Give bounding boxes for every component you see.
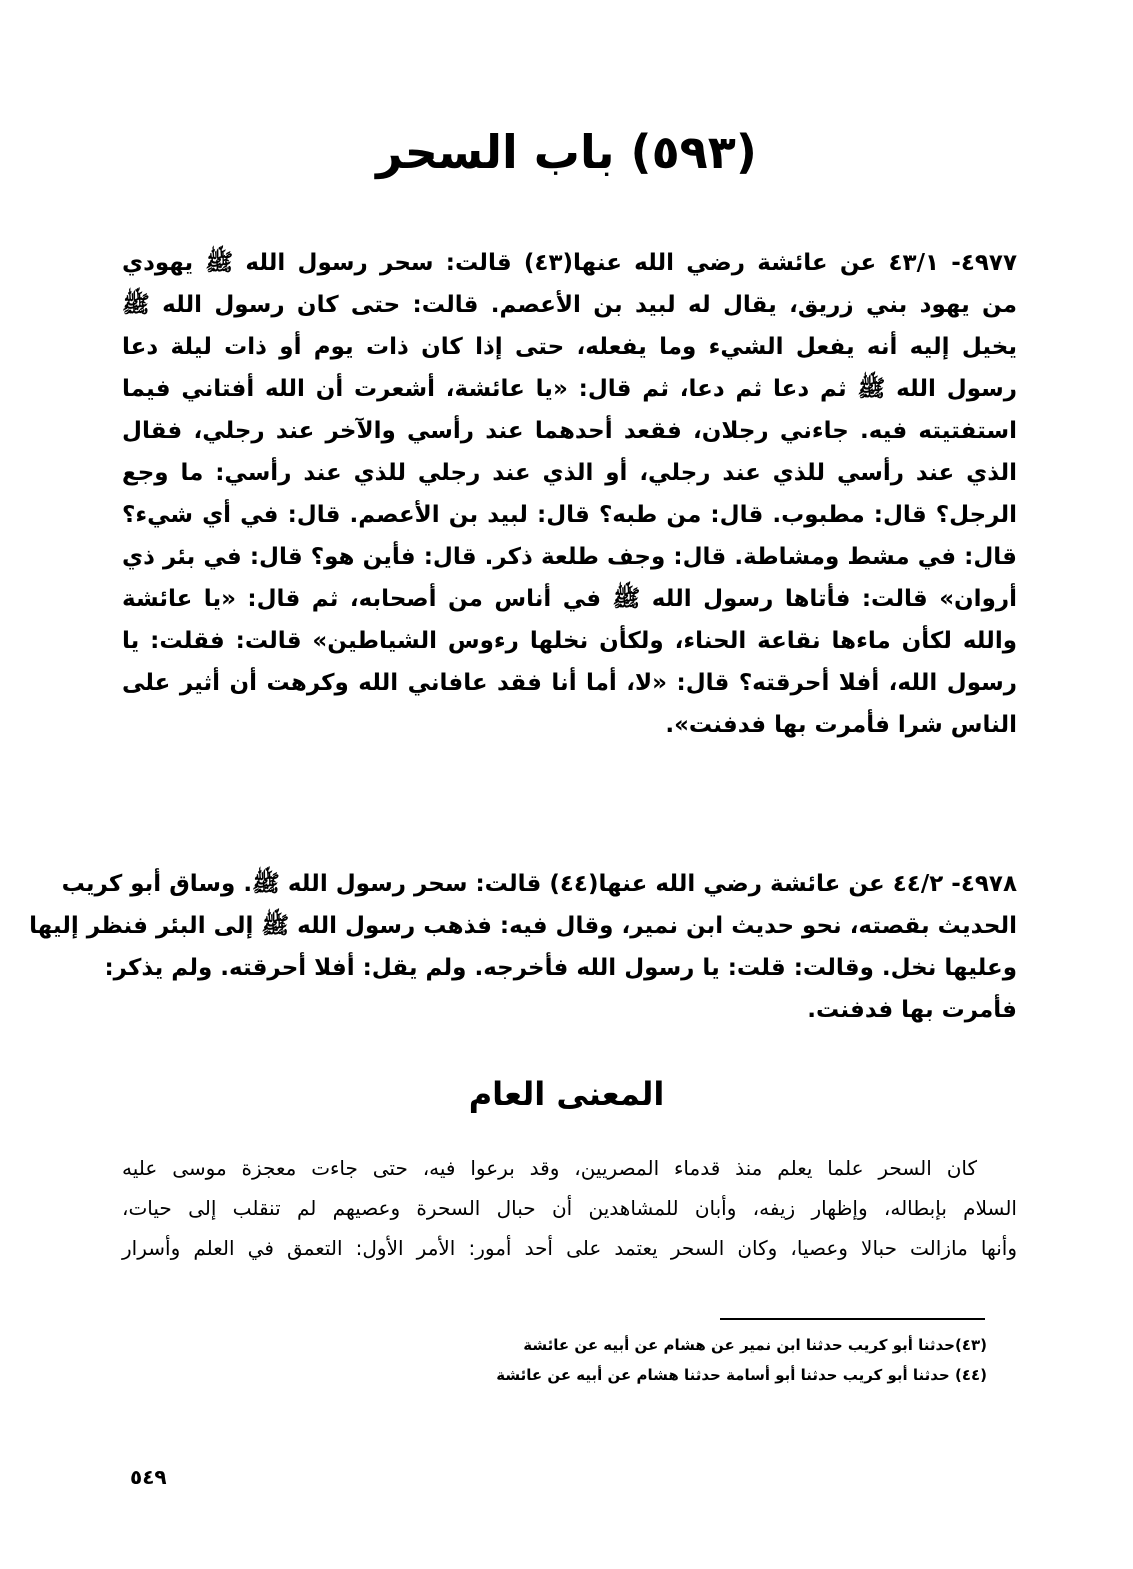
text-line: الذي عند رأسي للذي عند رجلي، أو الذي عند رجلي للذي عند رأسي: ما وجع xyxy=(122,460,1017,486)
section-title: المعنى العام xyxy=(468,1075,665,1113)
footnote-divider xyxy=(720,1318,985,1320)
text-line: يخيل إليه أنه يفعل الشيء وما يفعله، حتى إذا كان ذات يوم أو ذات ليلة دعا xyxy=(122,334,1017,360)
text-line: والله لكأن ماءها نقاعة الحناء، ولكأن نخلها رءوس الشياطين» قالت: فقلت: يا xyxy=(122,628,1017,654)
text-line: من يهود بني زريق، يقال له لبيد بن الأعصم. قالت: حتى كان رسول الله ﷺ xyxy=(122,292,1017,318)
page-number: ٥٤٩ xyxy=(130,1465,167,1489)
footnote: (٤٤) حدثنا أبو كريب حدثنا أبو أسامة حدثنا هشام عن أبيه عن عائشة xyxy=(496,1366,987,1384)
text-line: استفتيته فيه. جاءني رجلان، فقعد أحدهما عند رأسي والآخر عند رجلي، فقال xyxy=(122,418,1017,444)
hadith-4977 xyxy=(122,242,1017,746)
text-line: كان السحر علما يعلم منذ قدماء المصريين، وقد برعوا فيه، حتى جاءت معجزة موسى عليه xyxy=(122,1156,977,1180)
chapter-title: (٥٩٣) باب السحر xyxy=(376,125,757,179)
hadith-4978 xyxy=(29,863,1017,1031)
text-line: الرجل؟ قال: مطبوب. قال: من طبه؟ قال: لبيد بن الأعصم. قال: في أي شيء؟ xyxy=(122,502,1017,528)
text-line: رسول الله، أفلا أحرقته؟ قال: «لا، أما أنا فقد عافاني الله وكرهت أن أثير على xyxy=(122,670,1017,696)
text-line: أروان» قالت: فأتاها رسول الله ﷺ في أناس من أصحابه، ثم قال: «يا عائشة xyxy=(122,586,1017,612)
text-line: الناس شرا فأمرت بها فدفنت». xyxy=(665,712,1017,738)
text-line: وعليها نخل. وقالت: قلت: يا رسول الله فأخرجه. ولم يقل: أفلا أحرقته. ولم يذكر: xyxy=(104,955,1017,981)
text-line: رسول الله ﷺ ثم دعا ثم دعا، ثم قال: «يا عائشة، أشعرت أن الله أفتاني فيما xyxy=(122,376,1017,402)
text-line: وأنها مازالت حبالا وعصيا، وكان السحر يعتمد على أحد أمور: الأمر الأول: التعمق في العلم وأسرار xyxy=(122,1236,1017,1260)
footnote: (٤٣)حدثنا أبو كريب حدثنا ابن نمير عن هشام عن أبيه عن عائشة xyxy=(523,1336,987,1354)
general-meaning-paragraph xyxy=(122,1148,1017,1268)
text-line: السلام بإبطاله، وإظهار زيفه، وأبان للمشاهدين أن حبال السحرة وعصيهم لم تنقلب إلى حيات، xyxy=(122,1196,1017,1220)
text-line: الحديث بقصته، نحو حديث ابن نمير، وقال فيه: فذهب رسول الله ﷺ إلى البئر فنظر إليها xyxy=(29,913,1017,939)
text-line: ٤٩٧٧- ٤٣/١ عن عائشة رضي الله عنها(٤٣) قالت: سحر رسول الله ﷺ يهودي xyxy=(122,250,1017,276)
text-line: قال: في مشط ومشاطة. قال: وجف طلعة ذكر. قال: فأين هو؟ قال: في بئر ذي xyxy=(122,544,1017,570)
text-line: فأمرت بها فدفنت. xyxy=(807,997,1017,1023)
footnotes xyxy=(496,1330,987,1390)
text-line: ٤٩٧٨- ٤٤/٢ عن عائشة رضي الله عنها(٤٤) قالت: سحر رسول الله ﷺ. وساق أبو كريب xyxy=(61,871,1017,897)
